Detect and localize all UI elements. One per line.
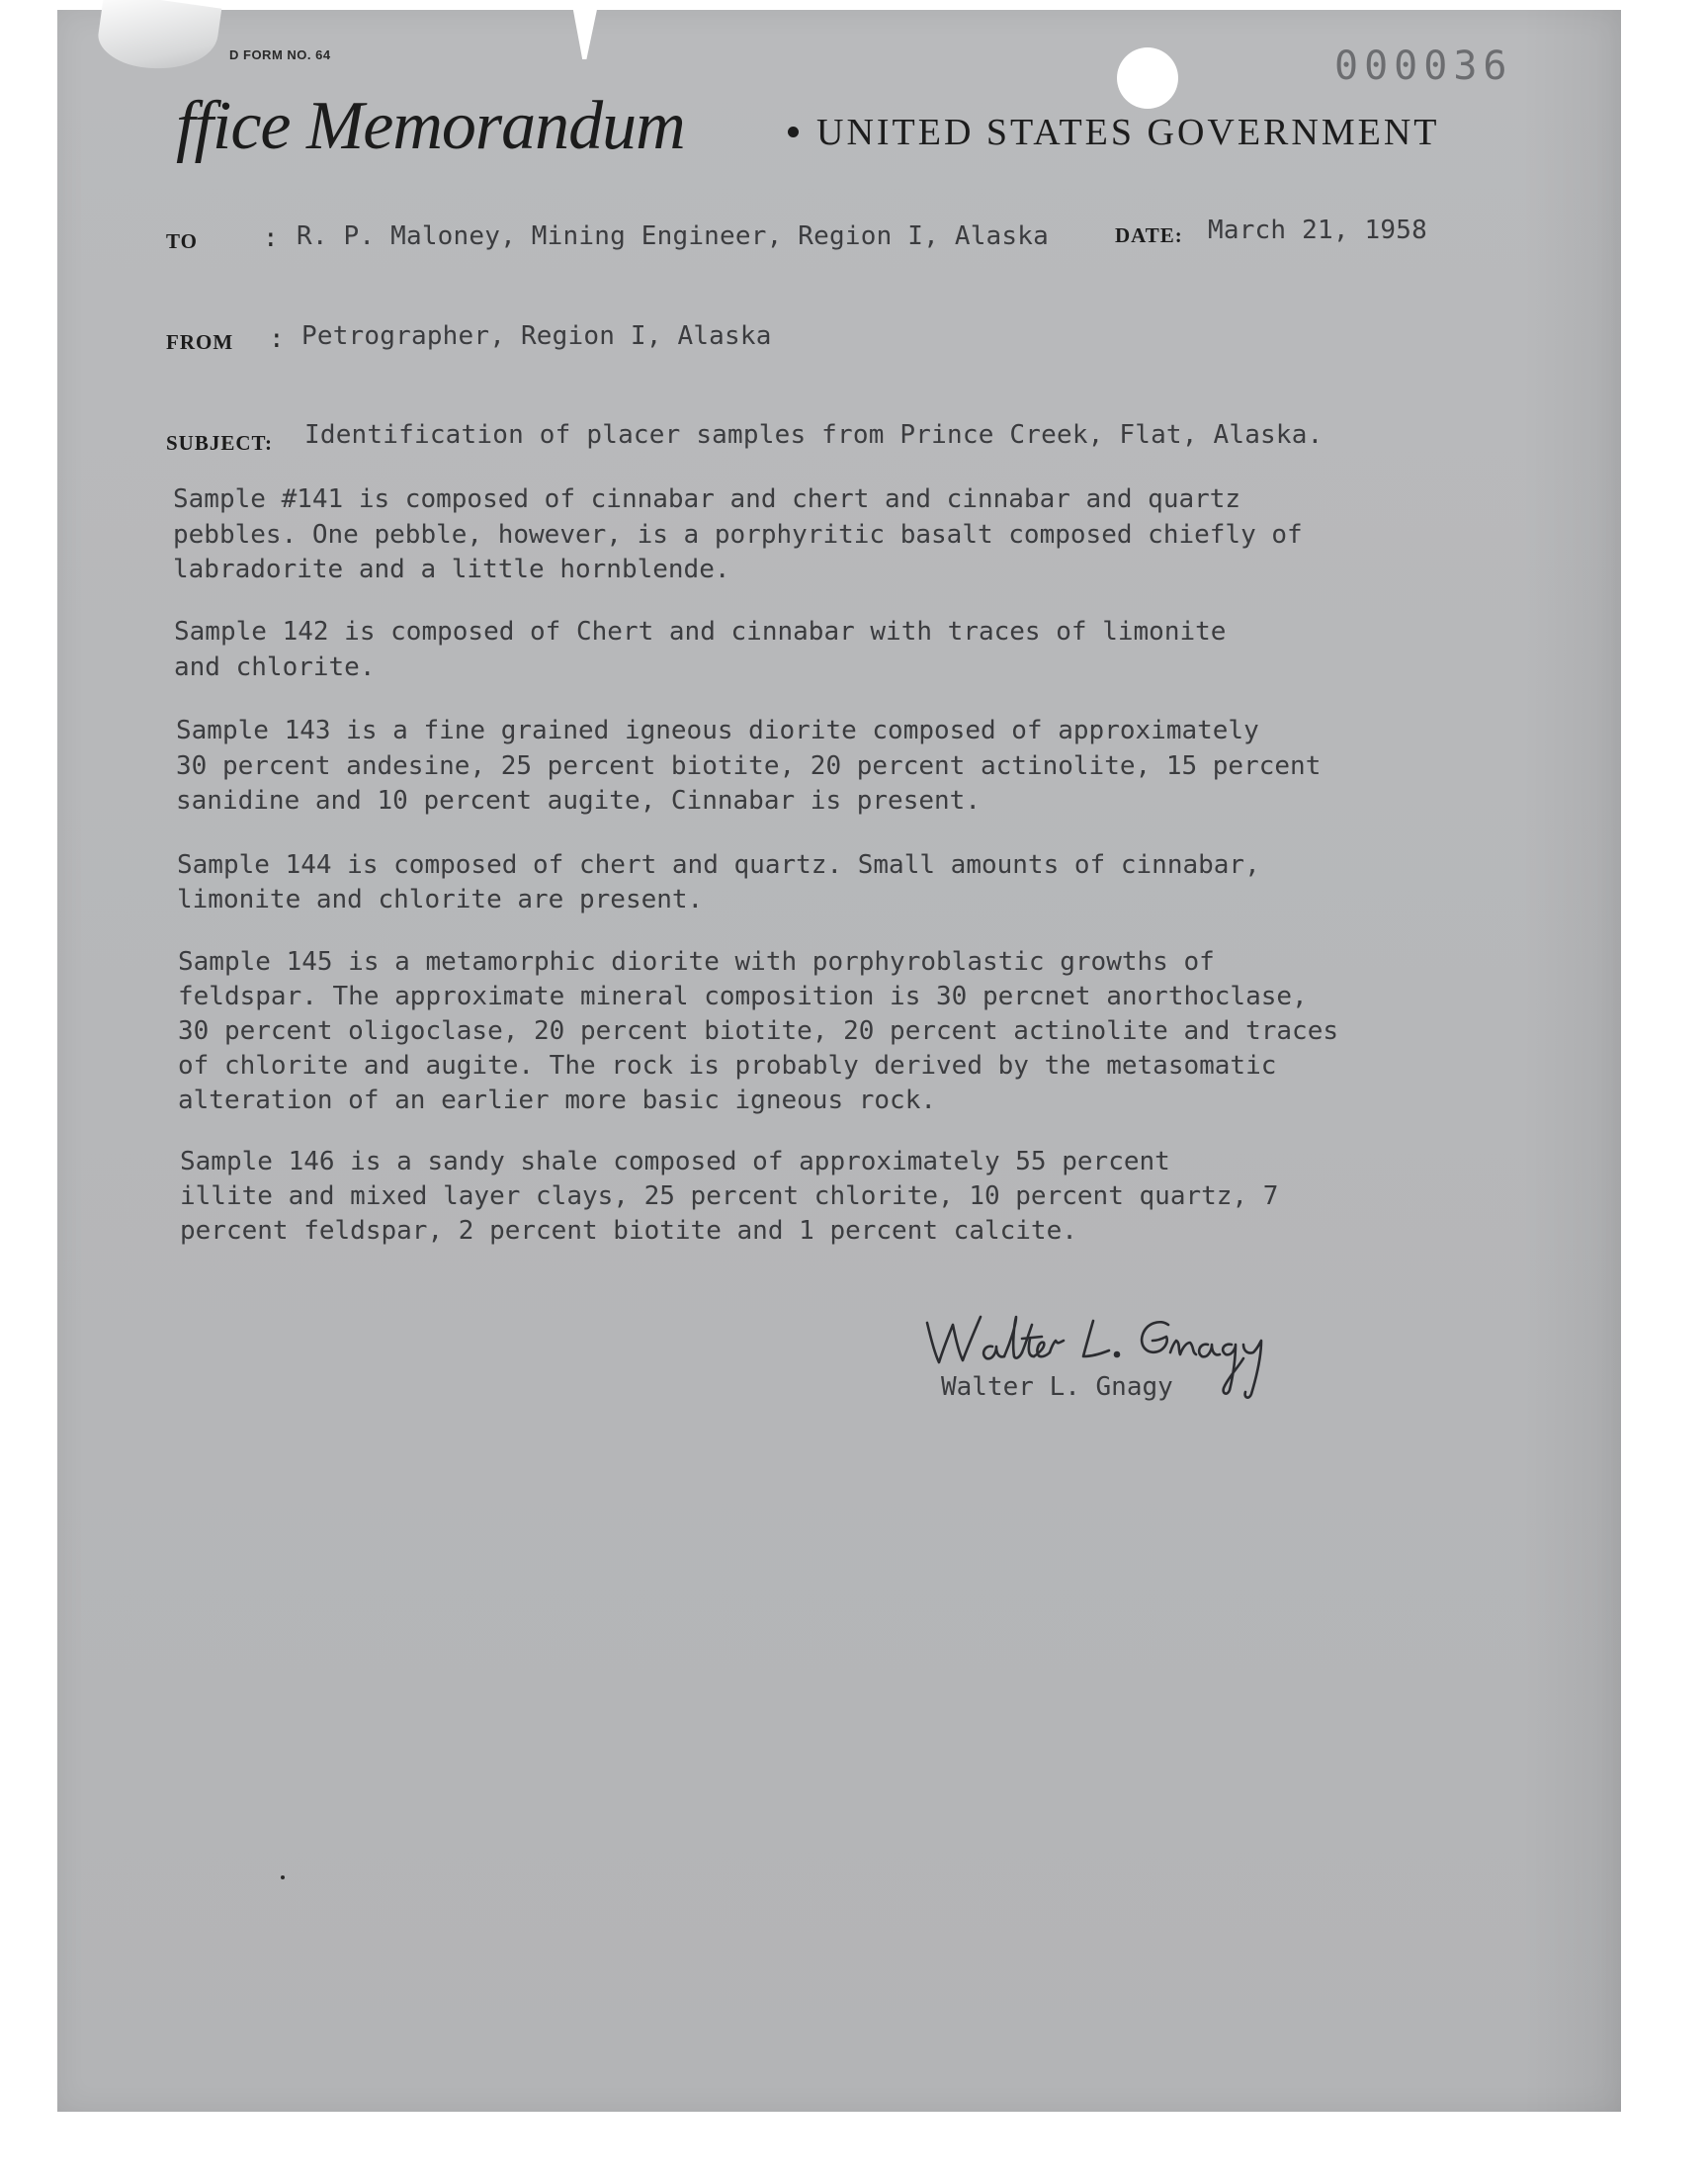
to-label: TO [166,229,198,253]
body-line: labradorite and a little hornblende. [173,555,730,584]
agency-name: UNITED STATES GOVERNMENT [816,112,1440,153]
from-label: FROM [166,330,234,354]
from-colon: : [269,324,285,354]
body-line: and chlorite. [174,652,376,682]
body-line: sanidine and 10 percent augite, Cinnabar is present. [176,786,981,816]
title-bullet [788,127,799,137]
body-line: limonite and chlorite are present. [177,885,704,914]
memo-title: ffice Memorandum [176,88,685,164]
paper-speck [281,1875,285,1879]
body-line: 30 percent andesine, 25 percent biotite, 20 percent actinolite, 15 percent [176,751,1322,781]
page-edge-shadow [1522,10,1621,2112]
body-line: alteration of an earlier more basic igneous rock. [178,1086,937,1115]
body-line: feldspar. The approximate mineral composition is 30 percnet anorthoclase, [178,982,1308,1011]
document-number: 000036 [1334,44,1513,89]
form-number: D FORM NO. 64 [229,47,331,62]
body-line: Sample #141 is composed of cinnabar and chert and cinnabar and quartz [173,484,1241,514]
body-line: of chlorite and augite. The rock is probably derived by the metasomatic [178,1051,1277,1081]
to-colon: : [263,223,279,253]
from-value: Petrographer, Region I, Alaska [301,321,772,351]
body-line: Sample 142 is composed of Chert and cinnabar with traces of limonite [174,617,1227,647]
body-line: Sample 144 is composed of chert and quartz. Small amounts of cinnabar, [177,850,1260,880]
signer-name: Walter L. Gnagy [941,1372,1173,1402]
date-value: March 21, 1958 [1208,216,1427,245]
to-value: R. P. Maloney, Mining Engineer, Region I, Alaska [297,221,1049,251]
body-line: illite and mixed layer clays, 25 percent chlorite, 10 percent quartz, 7 [180,1181,1279,1211]
body-line: percent feldspar, 2 percent biotite and 1 percent calcite. [180,1216,1077,1246]
body-line: Sample 145 is a metamorphic diorite with porphyroblastic growths of [178,947,1215,977]
subject-label: SUBJECT: [166,431,273,455]
body-line: Sample 146 is a sandy shale composed of approximately 55 percent [180,1147,1170,1176]
body-line: pebbles. One pebble, however, is a porphyritic basalt composed chiefly of [173,520,1303,550]
subject-value: Identification of placer samples from Prince Creek, Flat, Alaska. [304,420,1324,450]
punch-hole [1117,47,1178,109]
body-line: 30 percent oligoclase, 20 percent biotite, 20 percent actinolite and traces [178,1016,1338,1046]
body-line: Sample 143 is a fine grained igneous diorite composed of approximately [176,716,1259,745]
date-label: DATE: [1115,223,1183,247]
